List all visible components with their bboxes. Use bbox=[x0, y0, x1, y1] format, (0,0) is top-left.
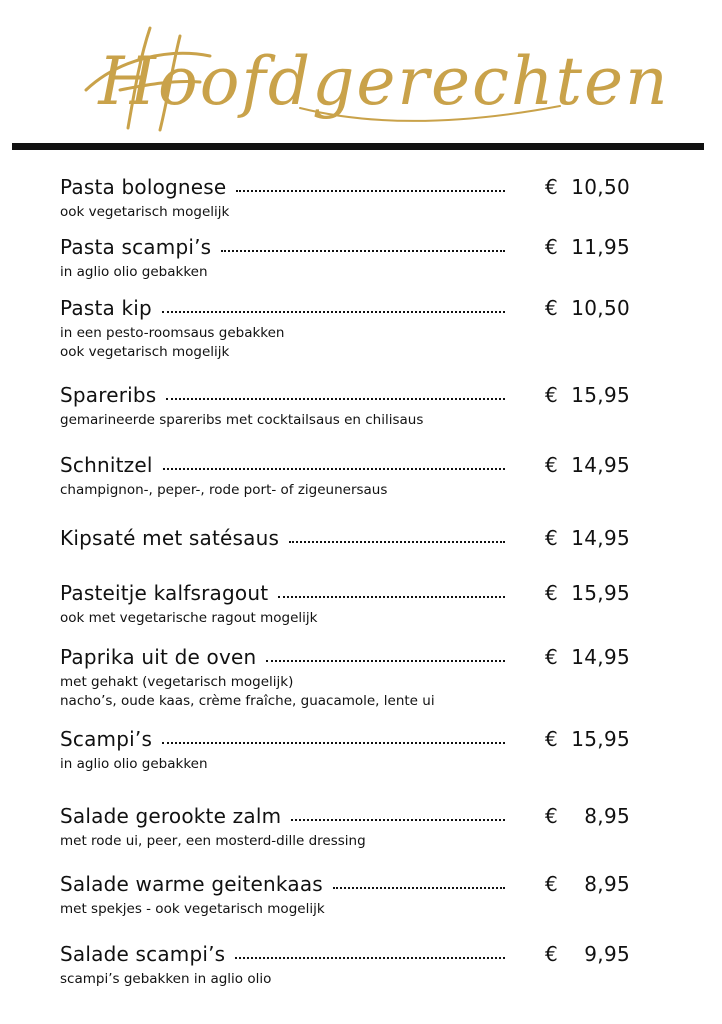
page-title: Hoofdgerechten bbox=[98, 43, 670, 120]
menu-item bbox=[60, 294, 660, 362]
menu-item-header bbox=[60, 643, 660, 673]
dish-price: 9,95 bbox=[584, 942, 630, 966]
dish-description: champignon-, peper-, rode port- of zigeunersaus bbox=[60, 482, 388, 498]
currency-symbol: € bbox=[545, 804, 558, 828]
menu-item bbox=[60, 725, 660, 774]
menu-title bbox=[0, 18, 722, 138]
dish-description: ook vegetarisch mogelijk bbox=[60, 344, 230, 360]
currency-symbol: € bbox=[545, 581, 558, 605]
menu-item bbox=[60, 524, 660, 554]
title-script-lettering bbox=[0, 18, 722, 138]
dot-leader bbox=[162, 311, 505, 313]
dish-description: in een pesto-roomsaus gebakken bbox=[60, 325, 285, 341]
dish-name: Pasta bolognese bbox=[60, 175, 227, 199]
menu-item bbox=[60, 451, 660, 500]
menu-item bbox=[60, 381, 660, 430]
dot-leader bbox=[162, 742, 505, 744]
currency-symbol: € bbox=[545, 296, 558, 320]
menu-item bbox=[60, 173, 660, 222]
dish-description: scampi’s gebakken in aglio olio bbox=[60, 971, 272, 987]
menu-item bbox=[60, 579, 660, 628]
dish-name: Salade gerookte zalm bbox=[60, 804, 282, 828]
menu-item-header bbox=[60, 381, 660, 411]
dish-name: Pasteitje kalfsragout bbox=[60, 581, 269, 605]
menu-item bbox=[60, 870, 660, 919]
currency-symbol: € bbox=[545, 175, 558, 199]
dish-description: in aglio olio gebakken bbox=[60, 264, 208, 280]
currency-symbol: € bbox=[545, 645, 558, 669]
currency-symbol: € bbox=[545, 235, 558, 259]
currency-symbol: € bbox=[545, 872, 558, 896]
menu-item bbox=[60, 940, 660, 989]
dish-price: 14,95 bbox=[571, 453, 630, 477]
dish-name: Pasta kip bbox=[60, 296, 152, 320]
dish-name: Scampi’s bbox=[60, 727, 153, 751]
dish-description: ook vegetarisch mogelijk bbox=[60, 204, 230, 220]
dot-leader bbox=[163, 468, 505, 470]
dot-leader bbox=[235, 957, 505, 959]
dish-price: 15,95 bbox=[571, 581, 630, 605]
dish-price: 15,95 bbox=[571, 727, 630, 751]
currency-symbol: € bbox=[545, 526, 558, 550]
dish-name: Kipsaté met satésaus bbox=[60, 526, 280, 550]
dish-price: 8,95 bbox=[584, 804, 630, 828]
dish-price: 14,95 bbox=[571, 526, 630, 550]
menu-item-header bbox=[60, 725, 660, 755]
dot-leader bbox=[236, 190, 505, 192]
header-divider bbox=[12, 143, 704, 150]
dish-description: met rode ui, peer, een mosterd-dille dressing bbox=[60, 833, 366, 849]
currency-symbol: € bbox=[545, 727, 558, 751]
menu-item-header bbox=[60, 294, 660, 324]
currency-symbol: € bbox=[545, 942, 558, 966]
menu-item bbox=[60, 802, 660, 851]
dish-price: 11,95 bbox=[571, 235, 630, 259]
dish-description: nacho’s, oude kaas, crème fraîche, guacamole, lente ui bbox=[60, 693, 435, 709]
menu-item-header bbox=[60, 579, 660, 609]
dot-leader bbox=[333, 887, 505, 889]
dish-name: Schnitzel bbox=[60, 453, 153, 477]
dot-leader bbox=[291, 819, 505, 821]
dish-description: ook met vegetarische ragout mogelijk bbox=[60, 610, 318, 626]
menu-item-header bbox=[60, 524, 660, 554]
currency-symbol: € bbox=[545, 453, 558, 477]
menu-item bbox=[60, 233, 660, 282]
dot-leader bbox=[221, 250, 505, 252]
menu-item bbox=[60, 643, 660, 711]
dish-name: Salade scampi’s bbox=[60, 942, 226, 966]
menu-item-header bbox=[60, 940, 660, 970]
dish-description: met gehakt (vegetarisch mogelijk) bbox=[60, 674, 294, 690]
dish-price: 15,95 bbox=[571, 383, 630, 407]
dish-name: Spareribs bbox=[60, 383, 157, 407]
dish-name: Salade warme geitenkaas bbox=[60, 872, 323, 896]
menu-item-header bbox=[60, 451, 660, 481]
dot-leader bbox=[166, 398, 505, 400]
menu-item-header bbox=[60, 233, 660, 263]
menu-item-header bbox=[60, 870, 660, 900]
dish-price: 8,95 bbox=[584, 872, 630, 896]
dot-leader bbox=[266, 660, 505, 662]
dish-description: gemarineerde spareribs met cocktailsaus en chilisaus bbox=[60, 412, 424, 428]
dish-description: met spekjes - ook vegetarisch mogelijk bbox=[60, 901, 325, 917]
dish-name: Pasta scampi’s bbox=[60, 235, 212, 259]
dish-description: in aglio olio gebakken bbox=[60, 756, 208, 772]
menu-item-header bbox=[60, 802, 660, 832]
dish-name: Paprika uit de oven bbox=[60, 645, 257, 669]
dot-leader bbox=[278, 596, 505, 598]
dish-price: 10,50 bbox=[571, 296, 630, 320]
dot-leader bbox=[289, 541, 505, 543]
menu-item-header bbox=[60, 173, 660, 203]
dish-price: 10,50 bbox=[571, 175, 630, 199]
dish-price: 14,95 bbox=[571, 645, 630, 669]
currency-symbol: € bbox=[545, 383, 558, 407]
